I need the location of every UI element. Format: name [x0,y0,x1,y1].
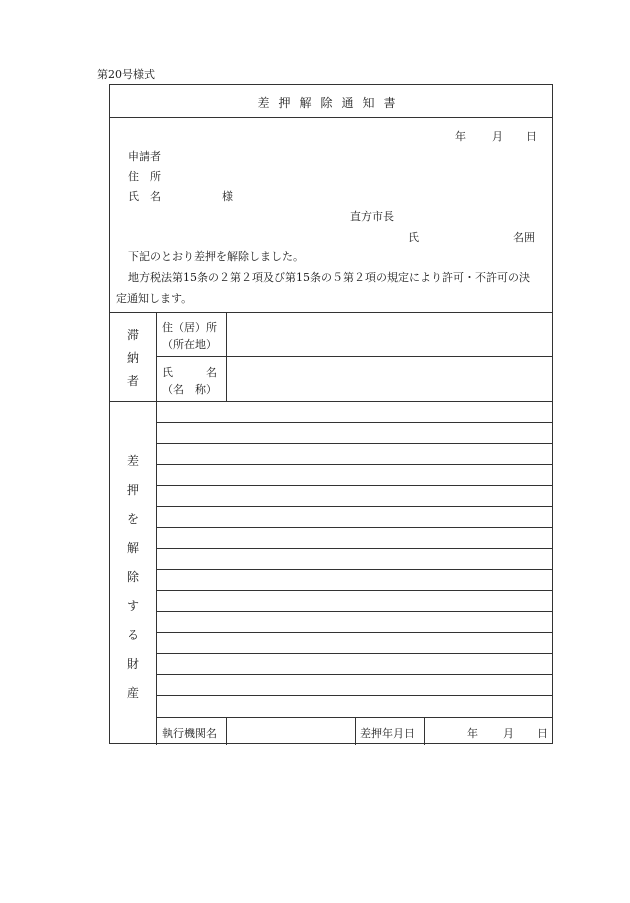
date-month: 月 [492,130,503,143]
property-row-line [156,443,552,444]
section-divider-top [110,312,552,313]
body-line-2: 地方税法第15条の２第２項及び第15条の５第２項の規定により許可・不許可の決 [128,271,530,284]
delinquent-address-sublabel: （所在地） [162,338,217,351]
issuer-name-label: 氏 [408,231,419,244]
delinquent-char-1: 滞 [126,328,139,342]
seizure-date-label: 差押年月日 [360,727,415,740]
property-char-6: す [126,599,139,613]
delinquent-name-sublabel: （名 称） [162,383,217,396]
property-row-line [156,653,552,654]
property-row-line [156,506,552,507]
form-number: 第20号様式 [97,68,155,81]
applicant-honorific: 様 [222,190,233,203]
property-char-4: 解 [126,541,139,555]
property-row-line [156,464,552,465]
footer-row-divider [156,717,552,718]
delinquent-char-3: 者 [126,374,139,388]
property-char-7: る [126,628,139,642]
delinquent-name-label: 氏 名 [162,366,217,379]
property-row-line [156,569,552,570]
seizure-day: 日 [537,727,548,740]
date-day: 日 [526,130,537,143]
notice-form [109,84,553,744]
delinquent-address-label: 住（居）所 [162,321,217,334]
property-char-2: 押 [126,483,139,497]
body-line-1: 下記のとおり差押を解除しました。 [128,250,304,263]
property-row-line [156,590,552,591]
property-char-3: を [126,512,139,526]
title-divider [110,117,552,118]
property-row-line [156,611,552,612]
issuer-title: 直方市長 [350,210,394,223]
property-char-8: 財 [126,657,139,671]
property-row-line [156,695,552,696]
property-row-line [156,674,552,675]
agency-label: 執行機関名 [162,727,217,740]
seizure-year: 年 [467,727,478,740]
form-title: 差押解除通知書 [257,96,405,110]
section-divider-middle [110,401,552,402]
property-row-line [156,485,552,486]
applicant-label: 申請者 [128,150,161,163]
date-year: 年 [455,130,466,143]
property-char-5: 除 [126,570,139,584]
body-line-3: 定通知します。 [116,292,193,305]
footer-divider-1 [226,717,227,745]
label-column-divider [156,312,157,745]
property-row-line [156,527,552,528]
footer-divider-2 [355,717,356,745]
property-row-line [156,548,552,549]
footer-divider-3 [424,717,425,745]
property-row-line [156,422,552,423]
delinquent-char-2: 納 [126,351,139,365]
property-char-9: 産 [126,686,139,700]
issuer-seal: 名囲 [513,231,535,244]
property-char-1: 差 [126,454,139,468]
applicant-address-label: 住 所 [128,170,161,183]
property-row-line [156,632,552,633]
seizure-month: 月 [503,727,514,740]
delinquent-row-divider [156,356,552,357]
applicant-name-label: 氏 名 [128,190,161,203]
